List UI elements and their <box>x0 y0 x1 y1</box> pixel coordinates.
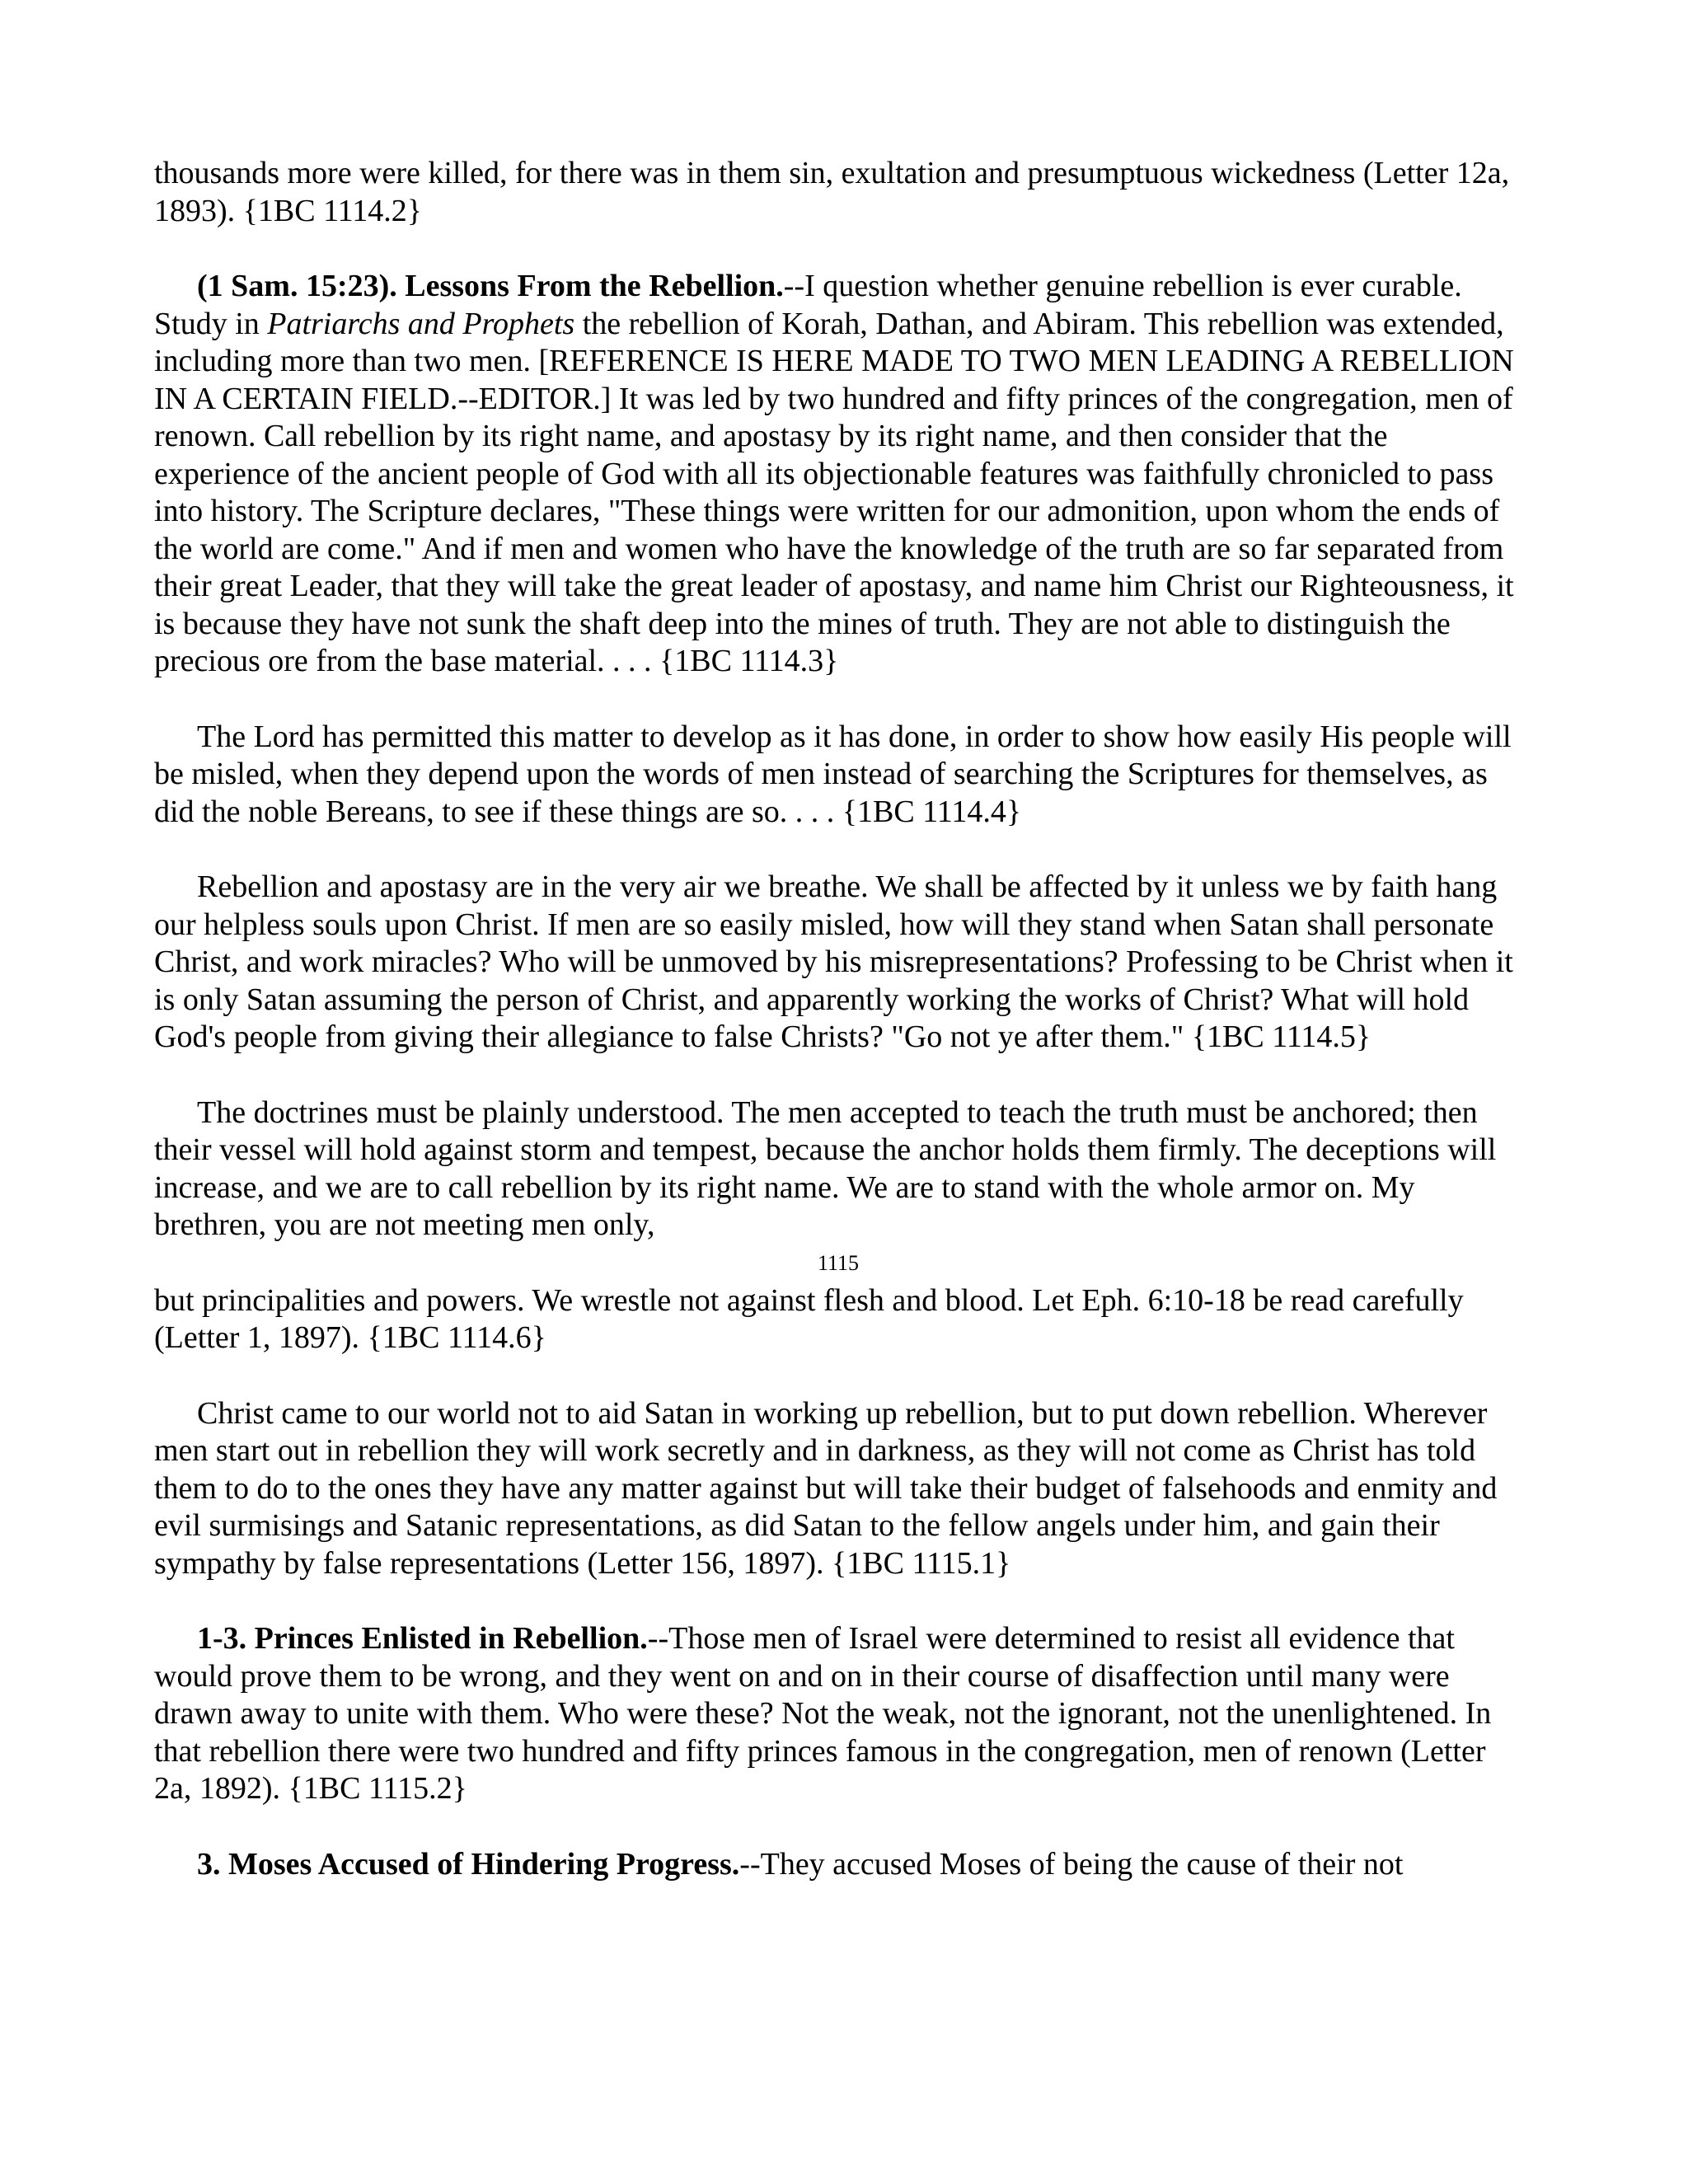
paragraph-reference: {1BC 1114.5} <box>1191 1019 1372 1054</box>
paragraph-reference: {1BC 1115.1} <box>832 1545 1011 1581</box>
paragraph-reference: {1BC 1114.6} <box>367 1320 546 1355</box>
paragraph-text: Rebellion and apostasy are in the very air we breathe. We shall be affected by it unless we by faith hang our helpless souls upon Christ. If men are so easily misled, how will they stand when Satan shall personate Christ, and work miracles? Who will be unmoved by his misrepresentations? Professing to be Christ when it is only Satan assuming the person of Christ, and apparently working the works of Christ? What will hold God's people from giving their allegiance to false Christs? "Go not ye after them." <box>154 869 1513 1054</box>
paragraph <box>154 1395 1522 1583</box>
paragraph-reference: {1BC 1114.3} <box>659 644 839 678</box>
book-title: Patriarchs and Prophets <box>267 306 575 341</box>
paragraph-reference: {1BC 1115.2} <box>288 1771 467 1806</box>
paragraph-heading: 1-3. Princes Enlisted in Rebellion. <box>197 1621 648 1656</box>
paragraph-text: --Those men of Israel were determined to resist all evidence that would prove them to be wrong, and they went on and on in their course of disaffection until many were drawn away to unite with them. Who were these? Not the weak, not the ignorant, not the unenlightened. In that rebellion there were two hundred and fifty princes famous in the congregation, men of renown (Letter 2a, 1892). <box>154 1621 1492 1806</box>
paragraph-text: The doctrines must be plainly understood. The men accepted to teach the truth must be anchored; then their vessel will hold against storm and tempest, because the anchor holds them firmly. The deceptions will increase, and we are to call rebellion by its right name. We are to stand with the whole armor on. My brethren, you are not meeting men only, <box>154 1094 1497 1242</box>
paragraph-text: --They accused Moses of being the cause of their not <box>739 1846 1404 1882</box>
paragraph <box>154 1846 1522 1884</box>
paragraph <box>154 1094 1522 1244</box>
paragraph <box>154 268 1522 681</box>
paragraph-text: The Lord has permitted this matter to develop as it has done, in order to show how easily His people will be misled, when they depend upon the words of men instead of searching the Scriptures for themselves, as did the noble Bereans, to see if these things are so. . . . <box>154 719 1512 829</box>
paragraph-heading: (1 Sam. 15:23). Lessons From the Rebellion. <box>197 269 784 303</box>
paragraph-text: thousands more were killed, for there was in them sin, exultation and presumptuous wickedness (Letter 12a, 1893). <box>154 156 1510 228</box>
text-column <box>154 155 1522 1921</box>
paragraph <box>154 1620 1522 1808</box>
paragraph-text: Christ came to our world not to aid Satan in working up rebellion, but to put down rebellion. Wherever men start out in rebellion they will work secretly and in darkness, as they will not come as Christ has told them to do to the ones they have any matter against but will take their budget of falsehoods and enmity and evil surmisings and Satanic representations, as did Satan to the fellow angels under him, and gain their sympathy by false representations (Letter 156, 1897). <box>154 1395 1498 1581</box>
paragraph-heading: 3. Moses Accused of Hindering Progress. <box>197 1846 740 1882</box>
page-number: 1115 <box>817 1250 860 1275</box>
paragraph <box>154 155 1522 230</box>
paragraph-text: --I question whether genuine rebellion is ever curable. Study in <box>154 269 1462 341</box>
paragraph <box>154 719 1522 832</box>
paragraph-continuation <box>154 1282 1522 1357</box>
paragraph-text: but principalities and powers. We wrestle not against flesh and blood. Let Eph. 6:10-18 be read carefully (Letter 1, 1897). <box>154 1282 1464 1355</box>
paragraph <box>154 869 1522 1057</box>
paragraph-reference: {1BC 1114.4} <box>842 794 1022 829</box>
paragraph-reference: {1BC 1114.2} <box>242 193 423 228</box>
paragraph-text: the rebellion of Korah, Dathan, and Abiram. This rebellion was extended, including more than two men. [REFERENCE IS HERE MADE TO TWO MEN LEADING A REBELLION IN A CERTAIN FIELD.--EDITOR.] It was led by two hundred and fifty princes of the congregation, men of renown. Call rebellion by its right name, and apostasy by its right name, and then consider that the experience of the ancient people of God with all its objectionable features was faithfully chronicled to pass into history. The Scripture declares, "These things were written for our admonition, upon whom the ends of the world are come." And if men and women who have the knowledge of the truth are so far separated from their great Leader, that they will take the great leader of apostasy, and name him Christ our Righteousness, it is because they have not sunk the shaft deep into the mines of truth. They are not able to distinguish the precious ore from the base material. . . . <box>154 306 1514 678</box>
